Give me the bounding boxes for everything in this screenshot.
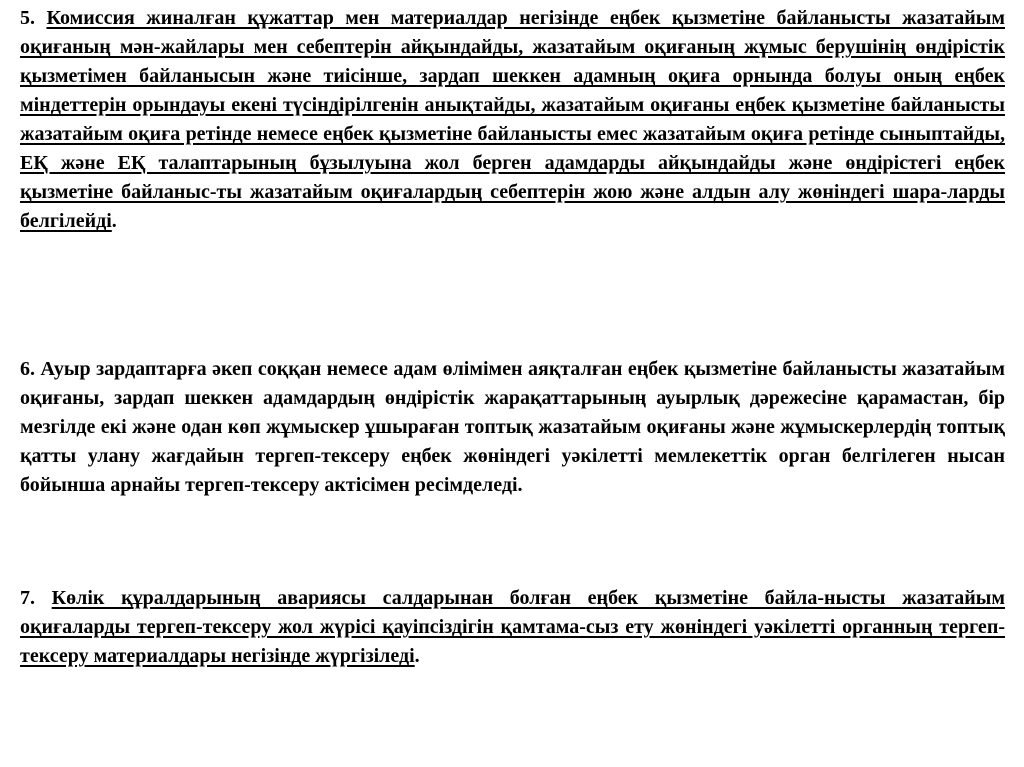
slide-page bbox=[20, 0, 1005, 767]
paragraph-6 bbox=[20, 355, 1005, 500]
paragraph-end: . bbox=[111, 210, 117, 232]
paragraph-text: Ауыр зардаптарға әкеп соққан немесе адам өлімімен аяқталған еңбек қызметіне байланысты жазатайым оқиғаны, зардап шеккен адамдардың өндірістік жарақаттарының ауырлық дәрежесіне қарамастан, бір мезгілде екі және одан көп жұмыскер ұшыраған топтық жазатайым оқиғаны және жұмыскерлердің топтық қатты улану жағдайын тергеп-тексеру еңбек жөніндегі уәкілетті мемлекеттік орган белгілеген нысан бойынша арнайы тергеп-тексеру актісімен ресімделеді bbox=[20, 358, 1006, 496]
paragraph-5 bbox=[20, 4, 1005, 236]
paragraph-7 bbox=[20, 584, 1005, 671]
paragraph-end: . bbox=[414, 645, 420, 667]
paragraph-text: Көлік құралдарының авариясы салдарынан болған еңбек қызметіне байла-нысты жазатайым оқиғаларды тергеп-тексеру жол жүрісі қауіпсіздігін қамтама-сыз ету жөніндегі уәкілетті органның тергеп-тексеру материалдары негізінде жүргізіледі bbox=[20, 587, 1006, 667]
paragraph-number: 6. bbox=[20, 358, 35, 380]
paragraph-text: Комиссия жиналған құжаттар мен материалдар негізінде еңбек қызметіне байланысты жазатайым оқиғаның мән-жайлары мен себептерін айқындайды, жазатайым оқиғаның жұмыс берушінің өндірістік қызметімен байланысын және тиісінше, зардап шеккен адамның оқиға орнында болуы оның еңбек міндеттерін орындауы екені түсіндірілгенін анықтайды, жазатайым оқиғаны еңбек қызметіне байланысты жазатайым оқиға ретінде немесе еңбек қызметіне байланысты емес жазатайым оқиға ретінде сыныптайды, ЕҚ және ЕҚ талаптарының бұзылуына жол берген адамдарды айқындайды және өндірістегі еңбек қызметіне байланыс-ты жазатайым оқиғалардың себептерін жою және алдын алу жөніндегі шара-ларды белгілейді bbox=[20, 7, 1005, 232]
paragraph-end: . bbox=[517, 474, 523, 496]
paragraph-number: 7. bbox=[20, 587, 35, 609]
paragraph-number: 5. bbox=[20, 7, 35, 29]
